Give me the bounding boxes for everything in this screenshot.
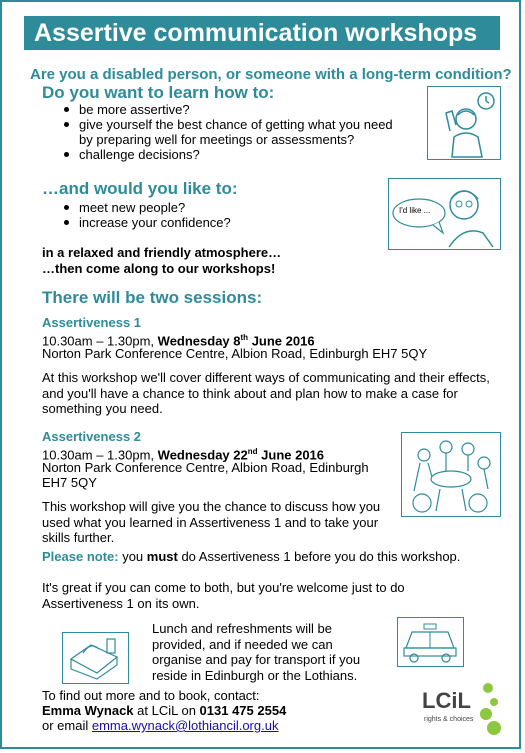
sessions-heading: There will be two sessions: — [42, 288, 263, 307]
session1-time: 10.30am – 1.30pm, — [42, 333, 155, 349]
session1-venue: Norton Park Conference Centre, Albion Road, Edinburgh EH7 5QY — [42, 346, 428, 361]
group-people-icon — [402, 433, 500, 516]
please-note-label: Please note: — [42, 549, 119, 564]
list-item: give yourself the best chance of getting what you need by preparing well for meetings or assessments? — [58, 117, 398, 147]
refreshments-text: Lunch and refreshments will be provided, and if needed we can organise and pay for transport if you reside in Edinburgh or the Lothians. — [152, 621, 361, 683]
atmosphere-line-2: …then come along to our workshops! — [42, 261, 276, 276]
list-item: challenge decisions? — [58, 147, 398, 162]
list-item: meet new people? — [58, 200, 358, 215]
session2-venue-line1: Norton Park Conference Centre, Albion Road, Edinburgh — [42, 460, 369, 475]
taxi-icon — [398, 618, 463, 666]
session1-description: At this workshop we'll cover different ways of communicating and their effects, and you'll have a chance to think about and plan how to make a case for something you need. — [42, 370, 490, 416]
contact-name: Emma Wynack — [42, 703, 134, 718]
session1-title: Assertiveness 1 — [42, 315, 142, 330]
session2-ordinal: nd — [247, 447, 258, 456]
page-title: Assertive communication workshops — [24, 16, 500, 50]
both-sessions-text: It's great if you can come to both, but you're welcome just to do Assertiveness 1 on its own. — [42, 580, 405, 611]
logo-dots-icon — [474, 682, 502, 738]
logo-text: LCiL — [422, 688, 471, 713]
please-note-must: must — [146, 549, 178, 564]
session2-description: This workshop will give you the chance to discuss how you used what you learned in Assertiveness 1 and to take your skills further. — [42, 499, 381, 545]
session2-day: Wednesday 22 — [157, 447, 248, 463]
taxi-illustration — [397, 617, 464, 667]
contact-intro: To find out more and to book, contact: — [42, 688, 260, 703]
session1-ordinal: th — [240, 333, 249, 342]
session1-date: June 2016 — [248, 333, 315, 349]
learn-list — [58, 102, 398, 162]
session2-time: 10.30am – 1.30pm, — [42, 447, 155, 463]
contact-email-line — [42, 718, 278, 734]
speech-bubble-text: I'd like ... — [399, 206, 431, 215]
raised-hand-icon — [428, 87, 500, 159]
lunch-icon — [63, 633, 128, 683]
session1-day: Wednesday 8 — [157, 333, 241, 349]
session2-venue-line2: EH7 5QY — [42, 475, 97, 490]
session2-date: June 2016 — [257, 447, 325, 463]
contact-email-prefix: or email — [42, 718, 92, 733]
speaking-person-illustration — [388, 178, 501, 250]
lcil-logo — [422, 682, 502, 738]
contact-line — [42, 703, 286, 719]
learn-heading: Do you want to learn how to: — [42, 83, 275, 102]
contact-phone: 0131 475 2554 — [199, 703, 287, 718]
atmosphere-line-1: in a relaxed and friendly atmosphere… — [42, 245, 282, 260]
please-note-pre: you — [118, 549, 147, 564]
like-heading: …and would you like to: — [42, 179, 238, 198]
list-item: be more assertive? — [58, 102, 398, 117]
intro-question: Are you a disabled person, or someone with a long-term condition? — [30, 66, 512, 83]
session2-title: Assertiveness 2 — [42, 429, 142, 444]
logo-tagline: rights & choices — [424, 716, 474, 723]
contact-email-link[interactable]: emma.wynack@lothiancil.org.uk — [91, 718, 279, 733]
list-item: increase your confidence? — [58, 215, 358, 230]
like-list — [58, 200, 358, 230]
raised-hand-illustration — [427, 86, 501, 160]
lunch-illustration — [62, 632, 129, 684]
contact-at: at LCiL on — [133, 703, 200, 718]
please-note-post: do Assertiveness 1 before you do this workshop. — [177, 549, 461, 564]
please-note — [42, 549, 460, 565]
group-discussion-illustration — [401, 432, 501, 517]
